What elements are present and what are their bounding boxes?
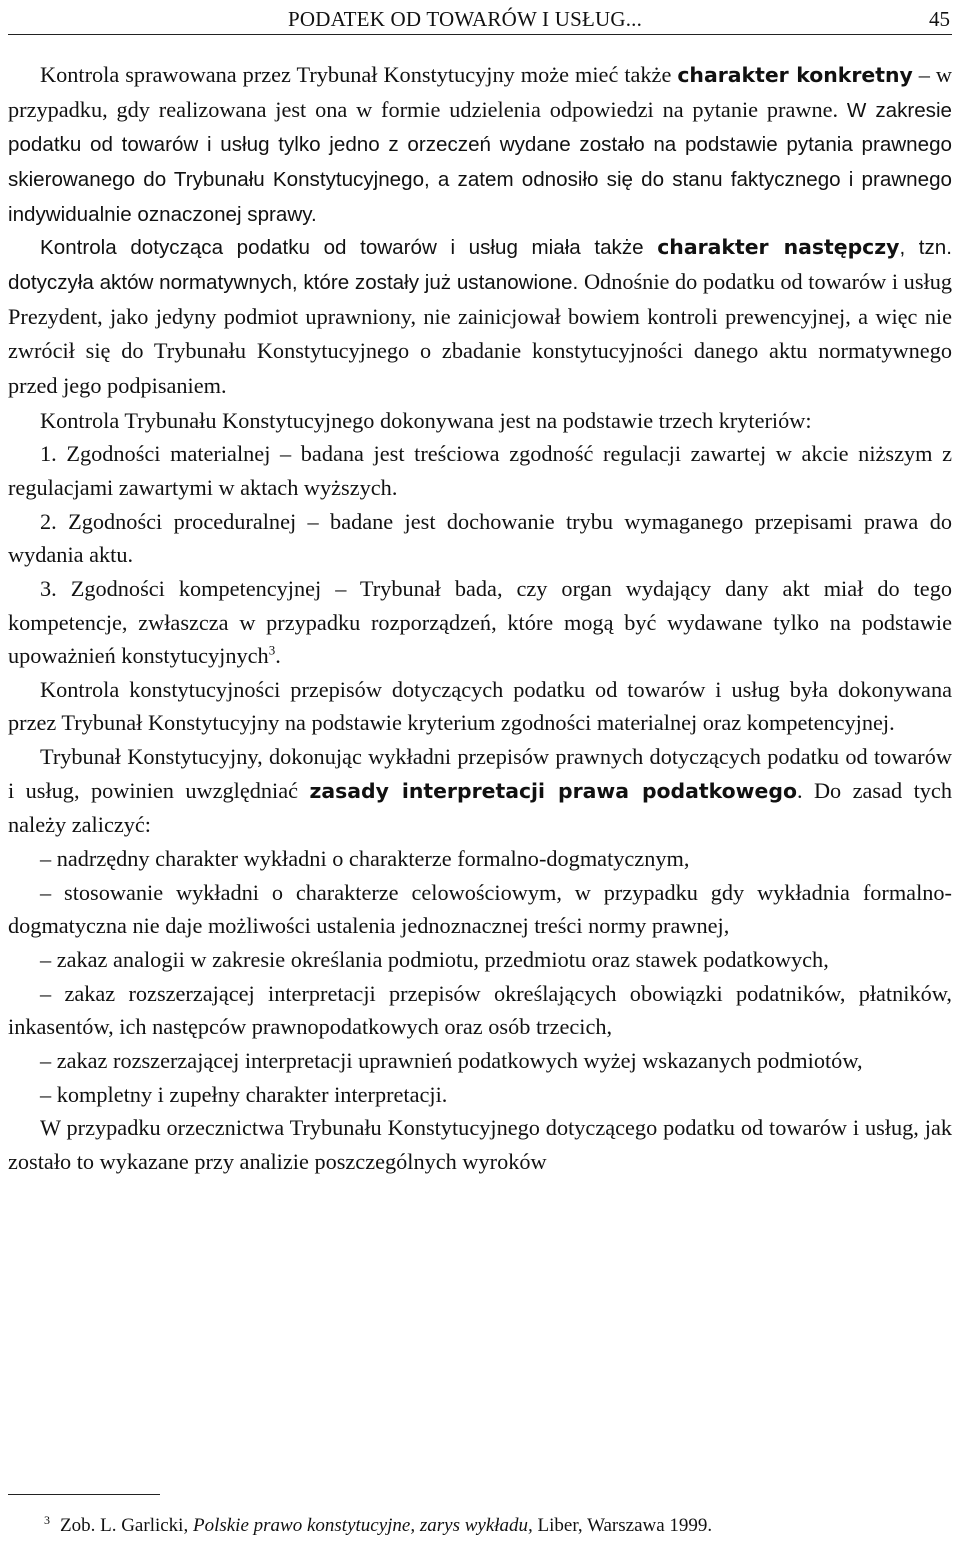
paragraph-2: [8, 231, 952, 403]
paragraph-6: [8, 572, 952, 673]
paragraph-8: [8, 740, 952, 842]
list-item: – zakaz rozszerzającej interpretacji przepisów określających obowiązki podatników, płatników, inkasentów, ich następców prawnopodatkowych oraz osób trzecich,: [8, 980, 952, 1040]
text-run: Kontrola sprawowana przez Trybunał Konstytucyjny może mieć także: [40, 62, 678, 87]
footnote-divider: [8, 1494, 160, 1495]
list-item: – zakaz analogii w zakresie określania podmiotu, przedmiotu oraz stawek podatkowych,: [40, 947, 829, 973]
bold-term: charakter następczy: [657, 235, 900, 260]
paragraph-1: [8, 58, 952, 231]
paragraph-5: 2. Zgodności proceduralnej – badane jest dochowanie trybu wymaganego przepisami prawa do wydania aktu.: [8, 508, 952, 568]
list-item: – stosowanie wykładni o charakterze celowościowym, w przypadku gdy wykładnia formalno-dogmatyczna nie daje możliwości ustalenia jednoznacznej treści normy prawnej,: [8, 879, 952, 939]
paragraph-7: Kontrola konstytucyjności przepisów dotyczących podatku od towarów i usług była dokonywana przez Trybunał Konstytucyjny na podstawie kryterium zgodności materialnej oraz kompetencyjnej.: [8, 676, 952, 736]
list-item: – kompletny i zupełny charakter interpretacji.: [40, 1081, 448, 1107]
text-run: – w przypadku, gdy realizowana jest ona w formie udzielenia odpowiedzi na pytanie prawne.: [8, 62, 952, 122]
footnote-mark: 3: [44, 1512, 50, 1527]
paragraph-9: W przypadku orzecznictwa Trybunału Konstytucyjnego dotyczącego podatku od towarów i usług, jak zostało to wykazane przy analizie poszczególnych wyroków: [8, 1115, 952, 1174]
paragraph-3: Kontrola Trybunału Konstytucyjnego dokonywana jest na podstawie trzech kryteriów:: [40, 407, 812, 433]
footnote-book-title: Polskie prawo konstytucyjne, zarys wykładu,: [192, 1515, 533, 1536]
header-title: PODATEK OD TOWARÓW I USŁUG...: [288, 7, 643, 31]
text-run: , tzn. dotyczyła aktów normatywnych, które zostały już ustanowione.: [8, 236, 952, 294]
text-run: .: [275, 643, 281, 669]
body-text: [8, 58, 952, 1179]
bold-term: zasady interpretacji prawa podatkowego: [309, 778, 797, 803]
paragraph-4: 1. Zgodności materialnej – badana jest treściowa zgodność regulacji zawartej w akcie niższym z regulacjami zawartymi w aktach wyższych.: [8, 441, 952, 500]
text-run: . Do zasad tych należy zaliczyć:: [8, 777, 952, 838]
page-number: 45: [929, 7, 950, 31]
footnote-text: Zob. L. Garlicki,: [60, 1515, 193, 1536]
list-item: – zakaz rozszerzającej interpretacji uprawnień podatkowych wyżej wskazanych podmiotów,: [40, 1048, 863, 1074]
list-item: – nadrzędny charakter wykładni o charakterze formalno-dogmatycznym,: [40, 846, 690, 872]
footnote-reference: 3: [268, 642, 276, 658]
text-run: Trybunał Konstytucyjny, dokonując wykładni przepisów prawnych dotyczących podatku od towarów i usług, powinien uwzględniać: [8, 744, 952, 803]
running-header: [8, 4, 952, 35]
text-run: W zakresie podatku od towarów i usług tylko jedno z orzeczeń wydane zostało na podstawie pytania prawnego skierowanego do Trybunału Konstytucyjnego, a zatem odnosiło się do stanu faktycznego i prawnego indywidualnie oznaczonej sprawy.: [8, 98, 952, 226]
bold-term: charakter konkretny: [677, 63, 913, 87]
text-run: 3. Zgodności kompetencyjnej – Trybunał bada, czy organ wydający dany akt miał do tego kompetencje, zwłaszcza w przypadku rozporządzeń, które mogą być wydawane tylko na podstawie upoważnień konstytucyjnych: [8, 575, 952, 669]
text-run: Odnośnie do podatku od towarów i usług Prezydent, jako jedyny podmiot uprawniony, nie zainicjował bowiem kontroli prewencyjnej, a więc nie zwrócił się do Trybunału Konstytucyjnego o zbadanie konstytucyjności danego aktu normatywnego przed jego podpisaniem.: [8, 268, 952, 398]
footnote: [8, 1513, 952, 1539]
footnote-text: Liber, Warszawa 1999.: [532, 1515, 713, 1536]
text-run: Kontrola dotycząca podatku od towarów i usług miała także: [40, 236, 658, 260]
